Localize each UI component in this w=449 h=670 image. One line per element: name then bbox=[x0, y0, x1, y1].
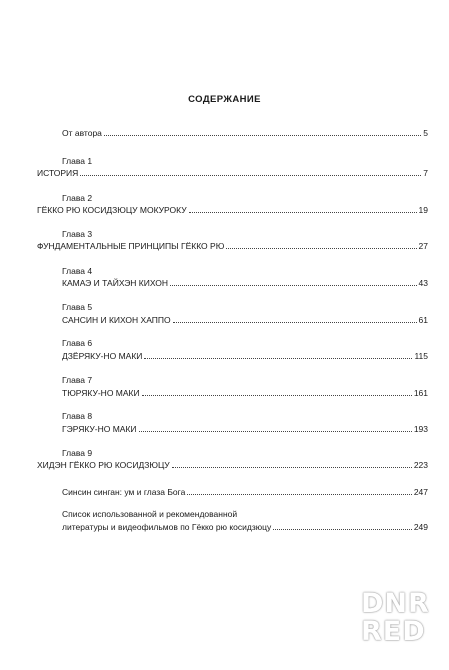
entry-page: 247 bbox=[413, 487, 428, 497]
chapter-label-6: Глава 6 bbox=[62, 338, 93, 348]
entry-title: От автора bbox=[62, 128, 102, 138]
entry-page: 61 bbox=[418, 315, 428, 325]
chapter-label-7: Глава 7 bbox=[62, 375, 93, 385]
entry-title: САНСИН И КИХОН ХАППО bbox=[62, 315, 171, 325]
toc-entry-author bbox=[62, 128, 428, 138]
dot-leader bbox=[104, 135, 421, 136]
toc-entry-4 bbox=[62, 278, 428, 288]
chapter-label-2: Глава 2 bbox=[62, 193, 93, 203]
toc-entry-2 bbox=[37, 205, 428, 215]
dot-leader bbox=[80, 175, 421, 176]
entry-page: 115 bbox=[414, 351, 428, 361]
entry-title: ИСТОРИЯ bbox=[37, 168, 79, 178]
toc-entry-3 bbox=[37, 241, 428, 251]
entry-page: 249 bbox=[413, 522, 428, 532]
chapter-label-8: Глава 8 bbox=[62, 411, 93, 421]
chapter-label-4: Глава 4 bbox=[62, 266, 93, 276]
chapter-label-5: Глава 5 bbox=[62, 302, 93, 312]
toc-entry-8 bbox=[62, 424, 428, 434]
toc-entry-bibliography bbox=[62, 522, 428, 532]
entry-page: 43 bbox=[418, 278, 428, 288]
dot-leader bbox=[170, 285, 417, 286]
entry-title: КАМАЭ И ТАЙХЭН КИХОН bbox=[62, 278, 169, 288]
toc-entry-5 bbox=[62, 315, 428, 325]
watermark-line1: DNR bbox=[361, 588, 430, 619]
entry-title: ТЮРЯКУ-НО МАКИ bbox=[62, 388, 140, 398]
dot-leader bbox=[226, 248, 416, 249]
dot-leader bbox=[139, 431, 412, 432]
entry-title: Синсин синган: ум и глаза Бога bbox=[62, 487, 186, 497]
dot-leader bbox=[189, 212, 417, 213]
toc-entry-9 bbox=[37, 460, 428, 470]
chapter-label-1: Глава 1 bbox=[62, 156, 93, 166]
chapter-label-3: Глава 3 bbox=[62, 229, 93, 239]
chapter-label-9: Глава 9 bbox=[62, 448, 93, 458]
entry-page: 27 bbox=[418, 241, 428, 251]
bibliography-line1: Список использованной и рекомендованной bbox=[62, 509, 238, 519]
toc-title: СОДЕРЖАНИЕ bbox=[188, 94, 261, 105]
entry-title: ГЁККО РЮ КОСИДЗЮЦУ МОКУРОКУ bbox=[37, 205, 187, 215]
dot-leader bbox=[144, 358, 412, 359]
watermark-line2: RED bbox=[361, 616, 426, 647]
entry-title: литературы и видеофильмов по Гёкко рю косидзюцу bbox=[62, 522, 272, 532]
entry-title: ГЭРЯКУ-НО МАКИ bbox=[62, 424, 137, 434]
dot-leader bbox=[142, 395, 412, 396]
watermark-logo bbox=[361, 590, 435, 650]
toc-entry-1 bbox=[37, 168, 428, 178]
entry-page: 5 bbox=[423, 128, 428, 138]
toc-entry-7 bbox=[62, 388, 428, 398]
dot-leader bbox=[187, 494, 412, 495]
entry-page: 223 bbox=[413, 460, 428, 470]
dot-leader bbox=[273, 529, 412, 530]
entry-page: 7 bbox=[423, 168, 428, 178]
entry-page: 161 bbox=[413, 388, 428, 398]
toc-entry-shinshin bbox=[62, 487, 428, 497]
dot-leader bbox=[172, 467, 412, 468]
toc-entry-6 bbox=[62, 351, 428, 361]
entry-page: 19 bbox=[418, 205, 428, 215]
entry-title: ФУНДАМЕНТАЛЬНЫЕ ПРИНЦИПЫ ГЁККО РЮ bbox=[37, 241, 225, 251]
dot-leader bbox=[173, 322, 417, 323]
entry-title: ХИДЭН ГЁККО РЮ КОСИДЗЮЦУ bbox=[37, 460, 170, 470]
entry-title: ДЗЁРЯКУ-НО МАКИ bbox=[62, 351, 143, 361]
entry-page: 193 bbox=[413, 424, 428, 434]
